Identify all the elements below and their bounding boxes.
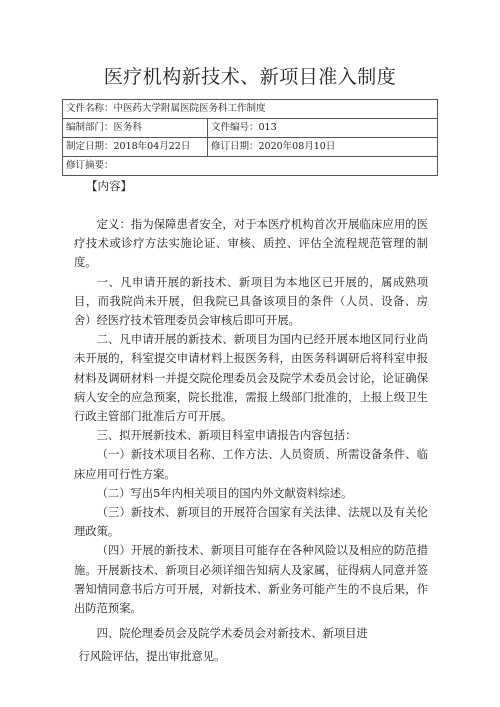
paragraph-4-continued: 行风险评估，提出审批意见。 — [78, 650, 226, 664]
paragraph-3-1: （一）新技术项目名称、工作方法、人员资质、所需设备条件、临床应用可行性方案。 — [74, 448, 428, 481]
file-name-cell: 文件名称：中医药大学附属医院医务科工作制度 — [63, 100, 438, 119]
paragraph-3-2: （二）写出5年内相关项目的国内外文献资料综述。 — [96, 486, 353, 500]
department-cell: 编制部门：医务科 — [63, 119, 208, 138]
paragraph-3: 三、拟开展新技术、新项目科室申请报告内容包括： — [96, 429, 357, 443]
paragraph-4: 四、院伦理委员会及院学术委员会对新技术、新项目进 — [96, 627, 368, 641]
table-row — [63, 138, 438, 157]
table-row — [63, 100, 438, 119]
file-info-table — [62, 99, 438, 176]
paragraph-1: 一、凡申请开展的新技术、新项目为本地区已开展的，属成熟项目，而我院尚未开展，但我院已具备该项目的条件（人员、设备、房舍）经医疗技术管理委员会审核后即可开展。 — [74, 275, 428, 328]
made-date-cell: 制定日期：2018年04月22日 — [63, 138, 208, 157]
revision-summary-cell: 修订摘要： — [63, 157, 438, 176]
body-text — [74, 215, 428, 667]
paragraph-definition: 定义：指为保障患者安全，对于本医疗机构首次开展临床应用的医疗技术或诊疗方法实施论证、审核、质控、评估全流程规范管理的制度。 — [74, 218, 428, 270]
file-number-cell: 文件编号：013 — [208, 119, 438, 138]
content-heading: 【内容】 — [86, 179, 132, 193]
revised-date-cell: 修订日期：2020年08月10日 — [208, 138, 438, 157]
table-row — [63, 157, 438, 176]
paragraph-3-3: （三）新技术、新项目的开展符合国家有关法律、法规以及有关伦理政策。 — [74, 506, 428, 539]
table-row — [63, 119, 438, 138]
paragraph-3-4: （四）开展的新技术、新项目可能存在各种风险以及相应的防范措施。开展新技术、新项目必须详细告知病人及家属，征得病人同意并签署知情同意书后方可开展，对新技术、新业务可能产生的不良后果，作出防范预案。 — [74, 544, 428, 616]
document-title: 医疗机构新技术、新项目准入制度 — [103, 66, 397, 88]
paragraph-2: 二、凡申请开展的新技术、新项目为国内已经开展本地区同行业尚未开展的，科室提交申请材料上报医务科，由医务科调研后将科室申报材料及调研材料一并提交院伦理委员会及院学术委员会讨论，论证确保病人安全的应急预案，院长批准，需报上级部门批准的，上报上级卫生行政主管部门批准后方可开展。 — [74, 333, 428, 424]
